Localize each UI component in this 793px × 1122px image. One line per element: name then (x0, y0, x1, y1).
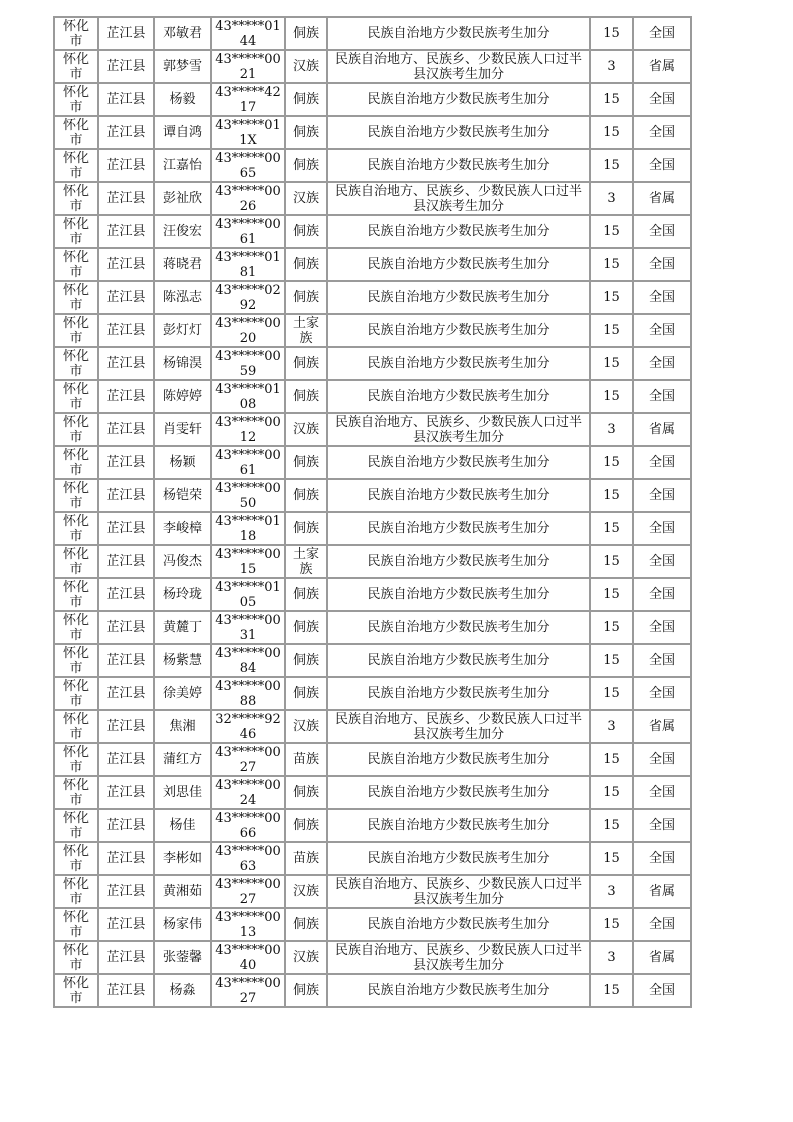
bonus-policy-cell: 民族自治地方少数民族考生加分 (327, 380, 590, 413)
city-cell: 怀化市 (54, 17, 98, 50)
name-cell: 江嘉怡 (154, 149, 211, 182)
bonus-points-cell: 15 (590, 281, 633, 314)
table-row (54, 611, 691, 644)
ethnicity-cell: 汉族 (285, 182, 327, 215)
table-row (54, 83, 691, 116)
bonus-points-cell: 15 (590, 215, 633, 248)
city-cell: 怀化市 (54, 281, 98, 314)
name-cell: 杨紫慧 (154, 644, 211, 677)
city-cell: 怀化市 (54, 710, 98, 743)
applicable-scope-cell: 全国 (633, 149, 691, 182)
bonus-points-table (53, 16, 692, 1008)
bonus-points-cell: 15 (590, 479, 633, 512)
ethnicity-cell: 侗族 (285, 446, 327, 479)
city-cell: 怀化市 (54, 314, 98, 347)
applicable-scope-cell: 省属 (633, 941, 691, 974)
city-cell: 怀化市 (54, 644, 98, 677)
name-cell: 杨玲珑 (154, 578, 211, 611)
county-cell: 芷江县 (98, 677, 154, 710)
ethnicity-cell: 苗族 (285, 743, 327, 776)
ethnicity-cell: 土家族 (285, 314, 327, 347)
id-number-cell: 43*****4217 (211, 83, 285, 116)
county-cell: 芷江县 (98, 908, 154, 941)
city-cell: 怀化市 (54, 380, 98, 413)
id-number-cell: 43*****0026 (211, 182, 285, 215)
name-cell: 徐美婷 (154, 677, 211, 710)
table-row (54, 743, 691, 776)
id-number-cell: 43*****0020 (211, 314, 285, 347)
bonus-policy-cell: 民族自治地方少数民族考生加分 (327, 347, 590, 380)
bonus-points-cell: 15 (590, 776, 633, 809)
bonus-points-cell: 15 (590, 512, 633, 545)
bonus-policy-cell: 民族自治地方少数民族考生加分 (327, 83, 590, 116)
applicable-scope-cell: 全国 (633, 908, 691, 941)
bonus-policy-cell: 民族自治地方少数民族考生加分 (327, 17, 590, 50)
applicable-scope-cell: 全国 (633, 776, 691, 809)
bonus-policy-cell: 民族自治地方、民族乡、少数民族人口过半县汉族考生加分 (327, 50, 590, 83)
bonus-points-cell: 15 (590, 809, 633, 842)
county-cell: 芷江县 (98, 116, 154, 149)
city-cell: 怀化市 (54, 479, 98, 512)
county-cell: 芷江县 (98, 512, 154, 545)
applicable-scope-cell: 全国 (633, 116, 691, 149)
ethnicity-cell: 侗族 (285, 380, 327, 413)
table-row (54, 149, 691, 182)
county-cell: 芷江县 (98, 347, 154, 380)
ethnicity-cell: 侗族 (285, 776, 327, 809)
bonus-policy-cell: 民族自治地方少数民族考生加分 (327, 578, 590, 611)
name-cell: 杨佳 (154, 809, 211, 842)
id-number-cell: 43*****0061 (211, 215, 285, 248)
city-cell: 怀化市 (54, 545, 98, 578)
bonus-policy-cell: 民族自治地方少数民族考生加分 (327, 248, 590, 281)
applicable-scope-cell: 省属 (633, 875, 691, 908)
county-cell: 芷江县 (98, 149, 154, 182)
name-cell: 张蓥馨 (154, 941, 211, 974)
table-row (54, 776, 691, 809)
id-number-cell: 43*****0031 (211, 611, 285, 644)
applicable-scope-cell: 全国 (633, 83, 691, 116)
county-cell: 芷江县 (98, 479, 154, 512)
table-row (54, 380, 691, 413)
table-row (54, 677, 691, 710)
city-cell: 怀化市 (54, 611, 98, 644)
id-number-cell: 43*****0027 (211, 743, 285, 776)
id-number-cell: 43*****0040 (211, 941, 285, 974)
bonus-policy-cell: 民族自治地方少数民族考生加分 (327, 842, 590, 875)
table-row (54, 545, 691, 578)
county-cell: 芷江县 (98, 83, 154, 116)
city-cell: 怀化市 (54, 677, 98, 710)
county-cell: 芷江县 (98, 974, 154, 1007)
bonus-points-cell: 15 (590, 908, 633, 941)
city-cell: 怀化市 (54, 347, 98, 380)
bonus-policy-cell: 民族自治地方、民族乡、少数民族人口过半县汉族考生加分 (327, 413, 590, 446)
applicable-scope-cell: 全国 (633, 446, 691, 479)
county-cell: 芷江县 (98, 446, 154, 479)
applicable-scope-cell: 全国 (633, 281, 691, 314)
applicable-scope-cell: 省属 (633, 413, 691, 446)
bonus-points-cell: 3 (590, 182, 633, 215)
table-row (54, 413, 691, 446)
ethnicity-cell: 侗族 (285, 974, 327, 1007)
county-cell: 芷江县 (98, 50, 154, 83)
city-cell: 怀化市 (54, 875, 98, 908)
county-cell: 芷江县 (98, 875, 154, 908)
table-row (54, 215, 691, 248)
applicable-scope-cell: 全国 (633, 347, 691, 380)
bonus-points-cell: 15 (590, 611, 633, 644)
ethnicity-cell: 侗族 (285, 215, 327, 248)
id-number-cell: 43*****011X (211, 116, 285, 149)
bonus-points-cell: 15 (590, 149, 633, 182)
id-number-cell: 43*****0181 (211, 248, 285, 281)
id-number-cell: 43*****0105 (211, 578, 285, 611)
applicable-scope-cell: 全国 (633, 974, 691, 1007)
table-body (54, 17, 691, 1007)
city-cell: 怀化市 (54, 974, 98, 1007)
county-cell: 芷江县 (98, 842, 154, 875)
id-number-cell: 43*****0118 (211, 512, 285, 545)
county-cell: 芷江县 (98, 248, 154, 281)
id-number-cell: 43*****0059 (211, 347, 285, 380)
ethnicity-cell: 侗族 (285, 578, 327, 611)
name-cell: 蒲红方 (154, 743, 211, 776)
city-cell: 怀化市 (54, 83, 98, 116)
id-number-cell: 43*****0021 (211, 50, 285, 83)
applicable-scope-cell: 全国 (633, 248, 691, 281)
ethnicity-cell: 苗族 (285, 842, 327, 875)
table-row (54, 479, 691, 512)
bonus-points-cell: 3 (590, 941, 633, 974)
table-row (54, 50, 691, 83)
bonus-policy-cell: 民族自治地方少数民族考生加分 (327, 215, 590, 248)
city-cell: 怀化市 (54, 446, 98, 479)
ethnicity-cell: 侗族 (285, 611, 327, 644)
ethnicity-cell: 侗族 (285, 677, 327, 710)
applicable-scope-cell: 全国 (633, 611, 691, 644)
ethnicity-cell: 汉族 (285, 875, 327, 908)
table-row (54, 710, 691, 743)
bonus-points-cell: 15 (590, 380, 633, 413)
county-cell: 芷江县 (98, 611, 154, 644)
name-cell: 冯俊杰 (154, 545, 211, 578)
name-cell: 彭祉欣 (154, 182, 211, 215)
ethnicity-cell: 汉族 (285, 941, 327, 974)
name-cell: 杨锦淏 (154, 347, 211, 380)
name-cell: 黄麓丁 (154, 611, 211, 644)
city-cell: 怀化市 (54, 50, 98, 83)
bonus-policy-cell: 民族自治地方少数民族考生加分 (327, 149, 590, 182)
bonus-policy-cell: 民族自治地方少数民族考生加分 (327, 314, 590, 347)
county-cell: 芷江县 (98, 644, 154, 677)
ethnicity-cell: 侗族 (285, 644, 327, 677)
id-number-cell: 43*****0027 (211, 875, 285, 908)
id-number-cell: 43*****0015 (211, 545, 285, 578)
applicable-scope-cell: 全国 (633, 479, 691, 512)
ethnicity-cell: 汉族 (285, 710, 327, 743)
name-cell: 郭梦雪 (154, 50, 211, 83)
bonus-policy-cell: 民族自治地方少数民族考生加分 (327, 776, 590, 809)
bonus-points-cell: 15 (590, 545, 633, 578)
applicable-scope-cell: 省属 (633, 182, 691, 215)
applicable-scope-cell: 省属 (633, 710, 691, 743)
applicable-scope-cell: 全国 (633, 677, 691, 710)
city-cell: 怀化市 (54, 215, 98, 248)
county-cell: 芷江县 (98, 776, 154, 809)
county-cell: 芷江县 (98, 380, 154, 413)
city-cell: 怀化市 (54, 578, 98, 611)
applicable-scope-cell: 全国 (633, 578, 691, 611)
ethnicity-cell: 侗族 (285, 83, 327, 116)
bonus-policy-cell: 民族自治地方少数民族考生加分 (327, 116, 590, 149)
ethnicity-cell: 侗族 (285, 149, 327, 182)
name-cell: 彭灯灯 (154, 314, 211, 347)
id-number-cell: 43*****0108 (211, 380, 285, 413)
id-number-cell: 43*****0061 (211, 446, 285, 479)
bonus-policy-cell: 民族自治地方少数民族考生加分 (327, 644, 590, 677)
bonus-points-cell: 15 (590, 644, 633, 677)
table-row (54, 347, 691, 380)
city-cell: 怀化市 (54, 248, 98, 281)
table-row (54, 446, 691, 479)
table-row (54, 809, 691, 842)
bonus-policy-cell: 民族自治地方少数民族考生加分 (327, 512, 590, 545)
county-cell: 芷江县 (98, 17, 154, 50)
city-cell: 怀化市 (54, 182, 98, 215)
city-cell: 怀化市 (54, 809, 98, 842)
id-number-cell: 43*****0024 (211, 776, 285, 809)
name-cell: 谭自鸿 (154, 116, 211, 149)
id-number-cell: 43*****0012 (211, 413, 285, 446)
county-cell: 芷江县 (98, 182, 154, 215)
id-number-cell: 43*****0065 (211, 149, 285, 182)
id-number-cell: 43*****0050 (211, 479, 285, 512)
bonus-policy-cell: 民族自治地方、民族乡、少数民族人口过半县汉族考生加分 (327, 710, 590, 743)
bonus-points-cell: 3 (590, 413, 633, 446)
table-row (54, 578, 691, 611)
applicable-scope-cell: 全国 (633, 512, 691, 545)
county-cell: 芷江县 (98, 281, 154, 314)
city-cell: 怀化市 (54, 743, 98, 776)
table-row (54, 941, 691, 974)
city-cell: 怀化市 (54, 149, 98, 182)
ethnicity-cell: 汉族 (285, 50, 327, 83)
name-cell: 杨毅 (154, 83, 211, 116)
bonus-points-cell: 15 (590, 248, 633, 281)
table-row (54, 842, 691, 875)
bonus-points-cell: 15 (590, 314, 633, 347)
name-cell: 陈泓志 (154, 281, 211, 314)
bonus-policy-cell: 民族自治地方、民族乡、少数民族人口过半县汉族考生加分 (327, 182, 590, 215)
county-cell: 芷江县 (98, 743, 154, 776)
county-cell: 芷江县 (98, 545, 154, 578)
bonus-points-cell: 3 (590, 875, 633, 908)
name-cell: 陈婷婷 (154, 380, 211, 413)
table-row (54, 116, 691, 149)
name-cell: 汪俊宏 (154, 215, 211, 248)
bonus-points-cell: 15 (590, 17, 633, 50)
bonus-policy-cell: 民族自治地方少数民族考生加分 (327, 479, 590, 512)
name-cell: 刘思佳 (154, 776, 211, 809)
city-cell: 怀化市 (54, 908, 98, 941)
table-row (54, 281, 691, 314)
county-cell: 芷江县 (98, 314, 154, 347)
table-row (54, 314, 691, 347)
ethnicity-cell: 侗族 (285, 116, 327, 149)
bonus-points-cell: 15 (590, 446, 633, 479)
ethnicity-cell: 侗族 (285, 281, 327, 314)
bonus-policy-cell: 民族自治地方少数民族考生加分 (327, 809, 590, 842)
id-number-cell: 43*****0063 (211, 842, 285, 875)
bonus-points-cell: 15 (590, 83, 633, 116)
applicable-scope-cell: 全国 (633, 743, 691, 776)
bonus-policy-cell: 民族自治地方少数民族考生加分 (327, 908, 590, 941)
bonus-points-cell: 15 (590, 677, 633, 710)
county-cell: 芷江县 (98, 413, 154, 446)
county-cell: 芷江县 (98, 215, 154, 248)
bonus-points-cell: 3 (590, 50, 633, 83)
id-number-cell: 43*****0084 (211, 644, 285, 677)
id-number-cell: 43*****0088 (211, 677, 285, 710)
bonus-policy-cell: 民族自治地方少数民族考生加分 (327, 611, 590, 644)
id-number-cell: 43*****0144 (211, 17, 285, 50)
bonus-points-cell: 15 (590, 347, 633, 380)
county-cell: 芷江县 (98, 578, 154, 611)
bonus-policy-cell: 民族自治地方少数民族考生加分 (327, 974, 590, 1007)
ethnicity-cell: 侗族 (285, 809, 327, 842)
name-cell: 肖雯轩 (154, 413, 211, 446)
name-cell: 蒋晓君 (154, 248, 211, 281)
applicable-scope-cell: 全国 (633, 314, 691, 347)
name-cell: 邓敏君 (154, 17, 211, 50)
bonus-points-cell: 3 (590, 710, 633, 743)
applicable-scope-cell: 全国 (633, 545, 691, 578)
name-cell: 杨铠荣 (154, 479, 211, 512)
ethnicity-cell: 汉族 (285, 413, 327, 446)
id-number-cell: 43*****0292 (211, 281, 285, 314)
ethnicity-cell: 侗族 (285, 17, 327, 50)
bonus-policy-cell: 民族自治地方少数民族考生加分 (327, 281, 590, 314)
city-cell: 怀化市 (54, 941, 98, 974)
bonus-policy-cell: 民族自治地方少数民族考生加分 (327, 743, 590, 776)
name-cell: 李峻樟 (154, 512, 211, 545)
bonus-points-cell: 15 (590, 842, 633, 875)
ethnicity-cell: 侗族 (285, 479, 327, 512)
bonus-policy-cell: 民族自治地方、民族乡、少数民族人口过半县汉族考生加分 (327, 875, 590, 908)
ethnicity-cell: 侗族 (285, 347, 327, 380)
name-cell: 黄湘茹 (154, 875, 211, 908)
id-number-cell: 43*****0027 (211, 974, 285, 1007)
table-row (54, 875, 691, 908)
name-cell: 焦湘 (154, 710, 211, 743)
bonus-policy-cell: 民族自治地方少数民族考生加分 (327, 446, 590, 479)
bonus-policy-cell: 民族自治地方少数民族考生加分 (327, 677, 590, 710)
city-cell: 怀化市 (54, 413, 98, 446)
table-row (54, 182, 691, 215)
name-cell: 李彬如 (154, 842, 211, 875)
table-row (54, 17, 691, 50)
ethnicity-cell: 侗族 (285, 512, 327, 545)
city-cell: 怀化市 (54, 116, 98, 149)
county-cell: 芷江县 (98, 710, 154, 743)
applicable-scope-cell: 全国 (633, 215, 691, 248)
applicable-scope-cell: 全国 (633, 842, 691, 875)
bonus-points-cell: 15 (590, 743, 633, 776)
applicable-scope-cell: 全国 (633, 17, 691, 50)
bonus-policy-cell: 民族自治地方少数民族考生加分 (327, 545, 590, 578)
name-cell: 杨淼 (154, 974, 211, 1007)
bonus-policy-cell: 民族自治地方、民族乡、少数民族人口过半县汉族考生加分 (327, 941, 590, 974)
table-row (54, 248, 691, 281)
table-row (54, 512, 691, 545)
name-cell: 杨颖 (154, 446, 211, 479)
id-number-cell: 43*****0066 (211, 809, 285, 842)
bonus-points-cell: 15 (590, 578, 633, 611)
city-cell: 怀化市 (54, 776, 98, 809)
applicable-scope-cell: 全国 (633, 809, 691, 842)
bonus-points-cell: 15 (590, 974, 633, 1007)
table-row (54, 644, 691, 677)
ethnicity-cell: 侗族 (285, 908, 327, 941)
bonus-points-cell: 15 (590, 116, 633, 149)
ethnicity-cell: 土家族 (285, 545, 327, 578)
applicable-scope-cell: 省属 (633, 50, 691, 83)
city-cell: 怀化市 (54, 842, 98, 875)
ethnicity-cell: 侗族 (285, 248, 327, 281)
table-row (54, 908, 691, 941)
id-number-cell: 32*****9246 (211, 710, 285, 743)
table-row (54, 974, 691, 1007)
county-cell: 芷江县 (98, 941, 154, 974)
applicable-scope-cell: 全国 (633, 644, 691, 677)
name-cell: 杨家伟 (154, 908, 211, 941)
county-cell: 芷江县 (98, 809, 154, 842)
city-cell: 怀化市 (54, 512, 98, 545)
applicable-scope-cell: 全国 (633, 380, 691, 413)
id-number-cell: 43*****0013 (211, 908, 285, 941)
